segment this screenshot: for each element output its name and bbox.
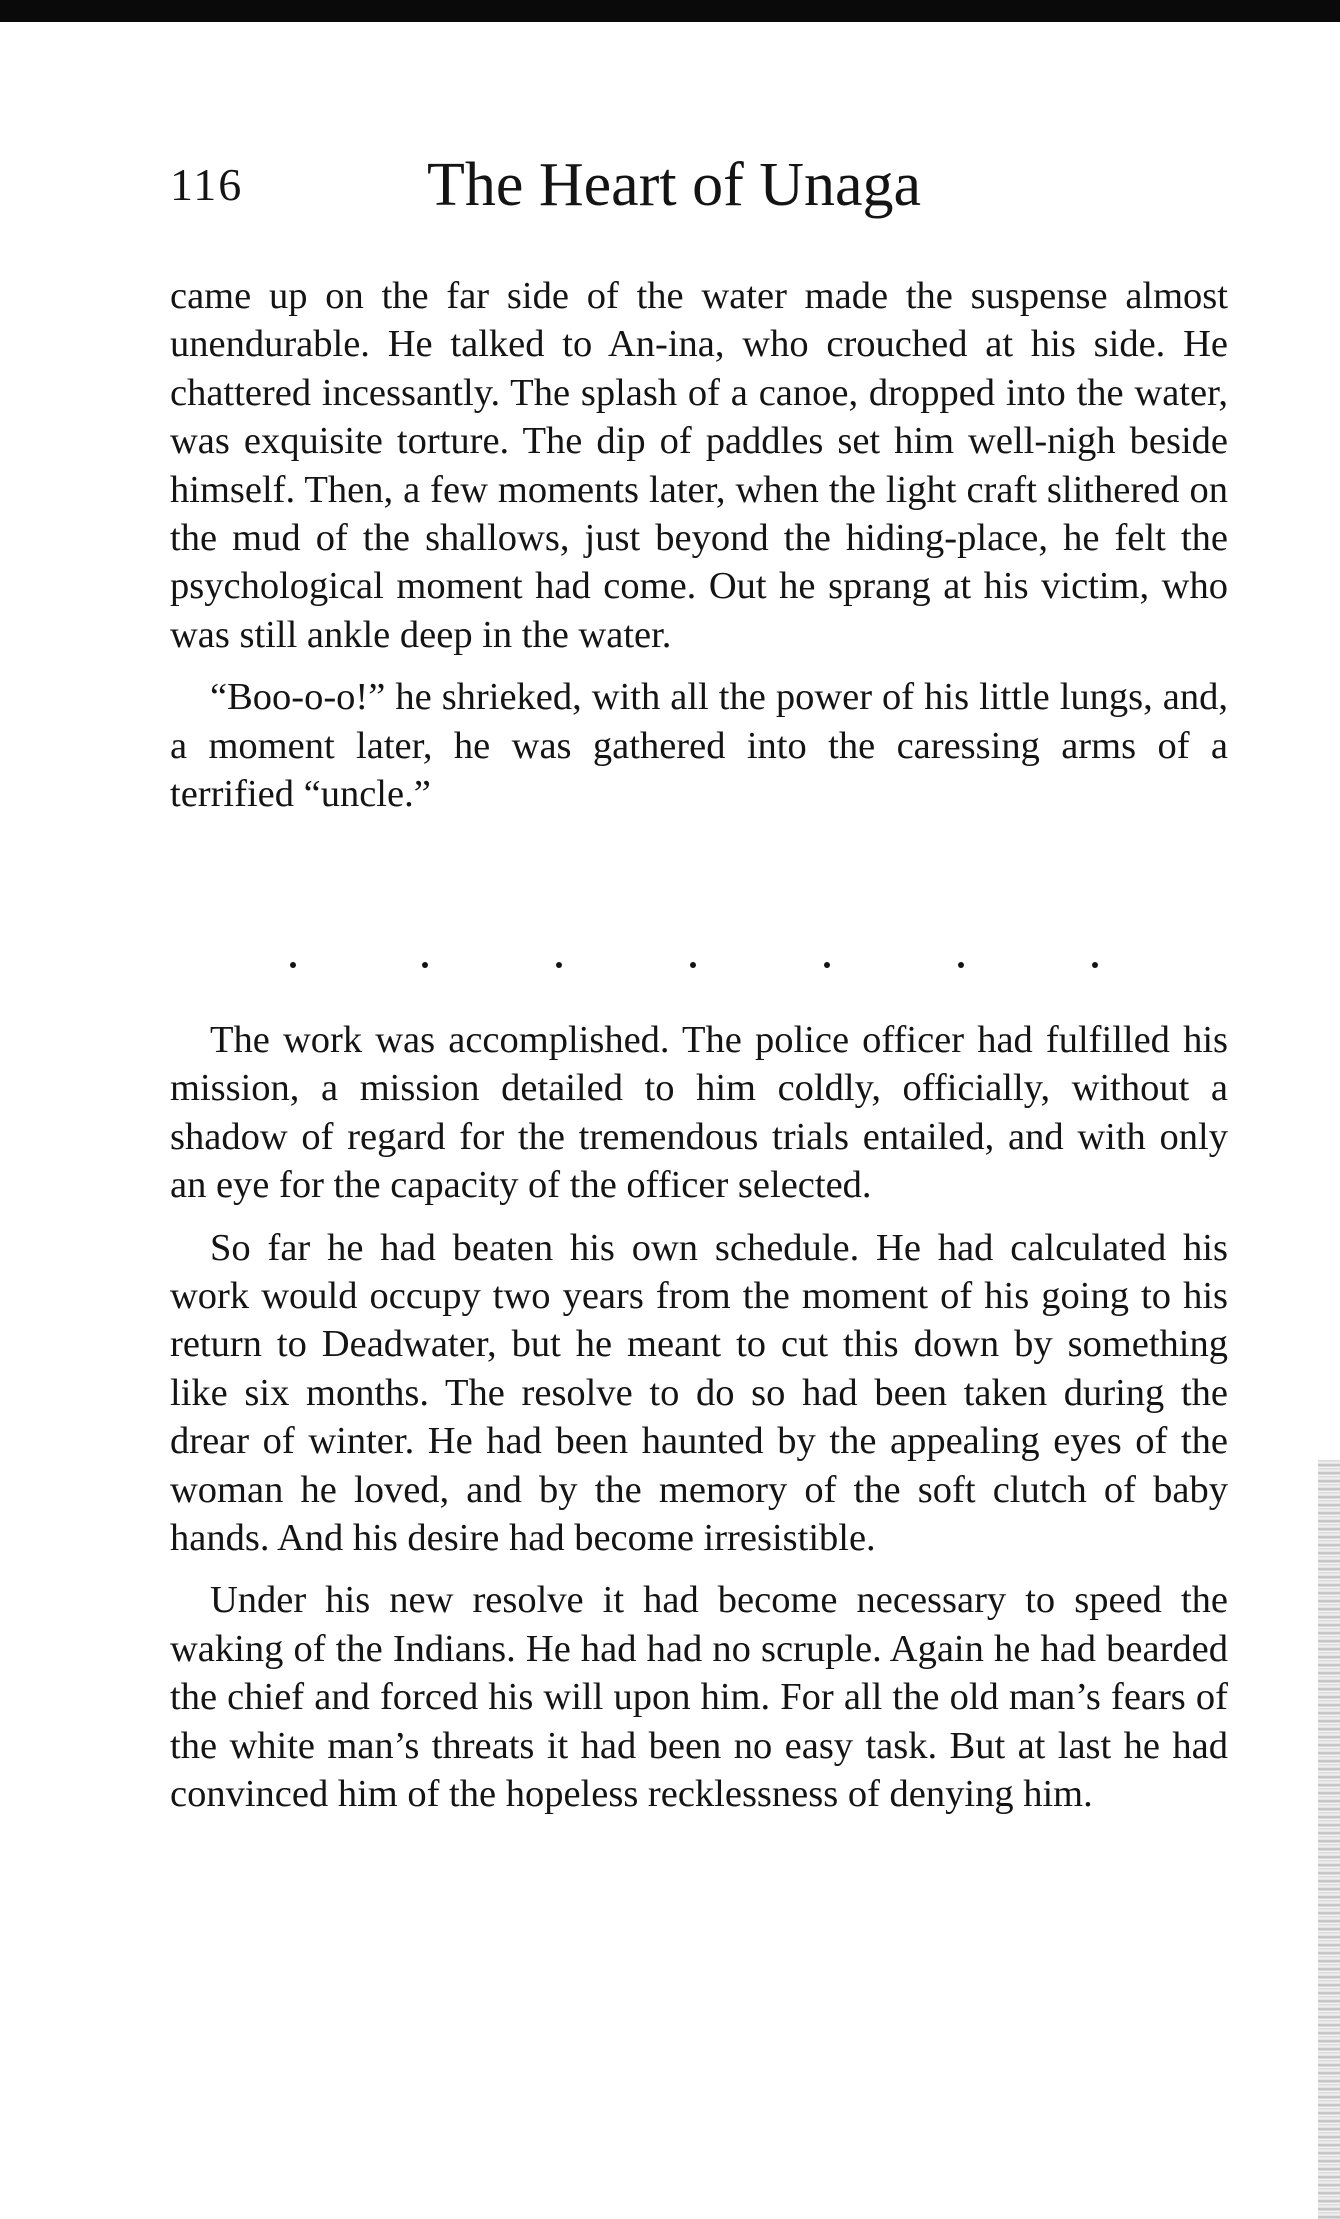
paragraph-continuation: came up on the far side of the water made the suspense almost unendurable. He talked to An-ina, who crouched at his side. He chattered incessantly. The splash of a canoe, dropped into the water, was exquisite torture. The dip of paddles set him well-nigh beside himself. Then, a few moments later, when the light craft slithered on the mud of the shallows, just beyond the hiding-place, he felt the psychological moment had come. Out he sprang at his victim, who was still ankle deep in the water.	[170, 275, 1228, 656]
section-break-dot	[422, 962, 428, 968]
paragraph: “Boo-o-o!” he shrieked, with all the power of his little lungs, and, a moment later, he was gathered into the caressing arms of a terrified “uncle.”	[170, 676, 1228, 816]
running-title: The Heart of Unaga	[427, 151, 922, 219]
section-break-dot	[290, 962, 296, 968]
section-break-dot	[824, 962, 830, 968]
section-1-text	[170, 272, 1228, 818]
section-break-dot	[958, 962, 964, 968]
paragraph: Under his new resolve it had become necessary to speed the waking of the Indians. He had had no scruple. Again he had bearded the chief and forced his will upon him. For all the old man’s fears of the white man’s threats it had been no easy task. But at last he had convinced him of the hopeless recklessness of denying him.	[170, 1579, 1228, 1816]
section-break-dot	[690, 962, 696, 968]
paragraph: So far he had beaten his own schedule. He had calculated his work would occupy two years from the moment of his going to his return to Deadwater, but he meant to cut this down by something like six months. The resolve to do so had been taken during the drear of winter. He had been haunted by the appealing eyes of the woman he loved, and by the memory of the soft clutch of baby hands. And his desire had become irresistible.	[170, 1226, 1228, 1560]
running-head	[170, 150, 1230, 230]
section-break-dot	[1092, 962, 1098, 968]
page-number: 116	[170, 159, 244, 210]
paragraph: The work was accomplished. The police officer had fulfilled his mission, a mission detailed to him coldly, officially, without a shadow of regard for the tremendous trials entailed, and with only an eye for the capacity of the officer selected.	[170, 1019, 1228, 1207]
section-2-text	[170, 1016, 1228, 1819]
section-break-dot	[556, 962, 562, 968]
section-break-dots	[170, 952, 1230, 982]
